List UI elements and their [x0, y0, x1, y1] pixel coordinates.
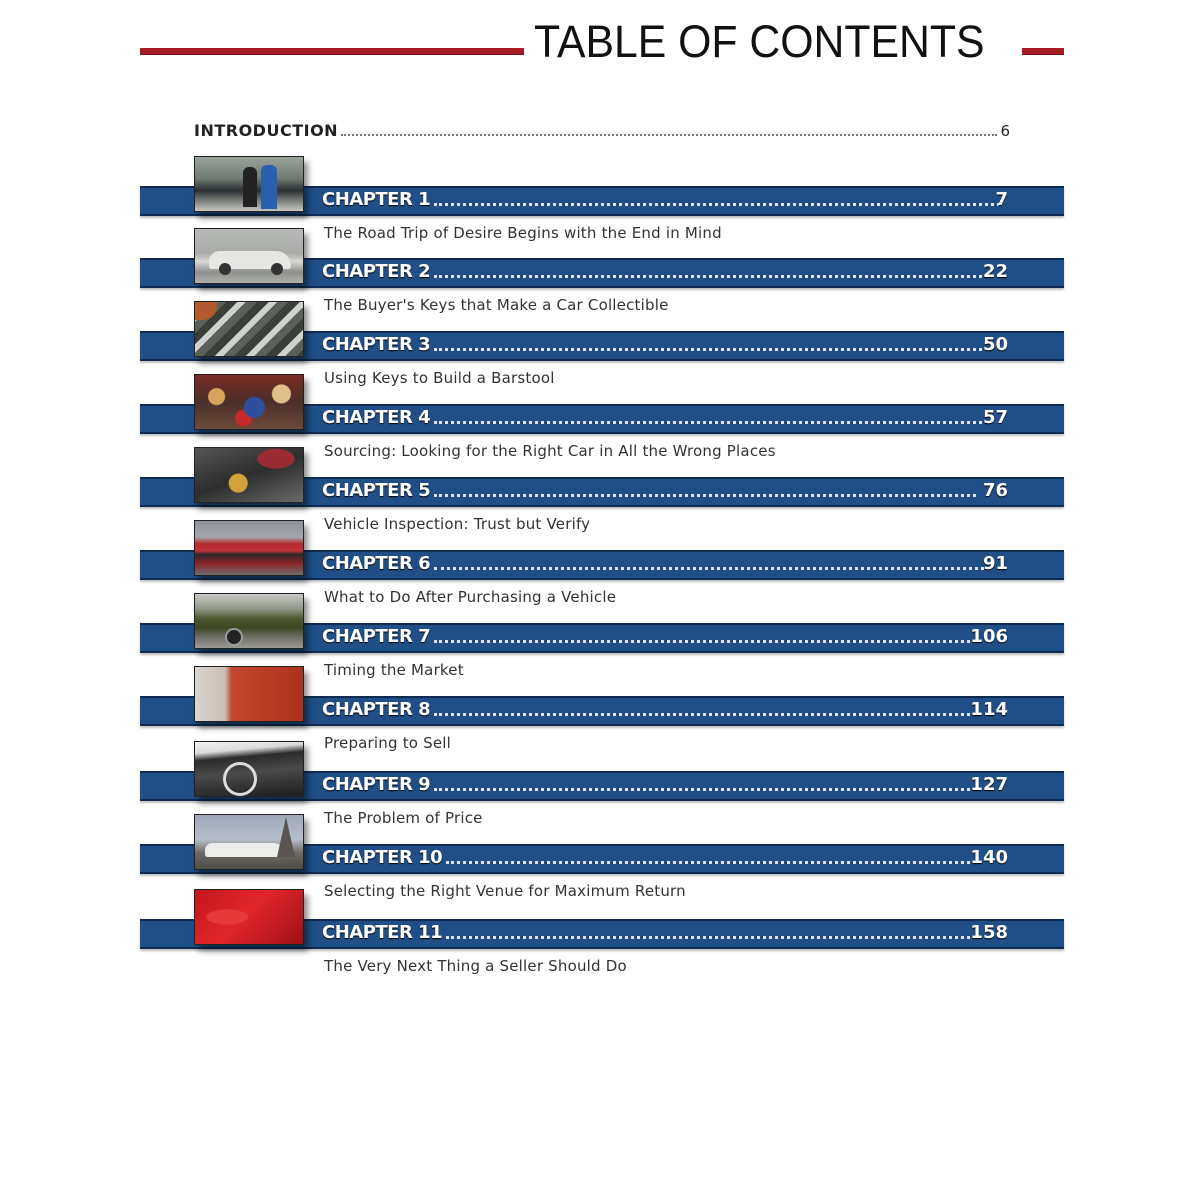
- chapter-subtitle: The Problem of Price: [324, 809, 483, 827]
- dot-leader: [434, 421, 982, 424]
- toc-entry-chapter-2[interactable]: [140, 228, 1064, 314]
- green-muscle-car-photo: [194, 593, 304, 649]
- dot-leader: [434, 788, 970, 791]
- red-car-panel-photo: [194, 666, 304, 722]
- engine-inspection-photo: [194, 447, 304, 503]
- chapter-page-number: 158: [970, 922, 1008, 943]
- toc-entry-chapter-10[interactable]: [140, 814, 1064, 900]
- toc-entry-chapter-5[interactable]: [140, 447, 1064, 533]
- chapter-subtitle: Selecting the Right Venue for Maximum Return: [324, 882, 686, 900]
- chapter-subtitle: Timing the Market: [324, 661, 464, 679]
- dot-leader: [434, 567, 984, 570]
- dot-leader: [434, 348, 982, 351]
- chapter-label: CHAPTER 1: [322, 189, 431, 210]
- toc-entry-chapter-6[interactable]: [140, 520, 1064, 606]
- chapter-label: CHAPTER 7: [322, 626, 431, 647]
- toc-entry-chapter-4[interactable]: [140, 374, 1064, 460]
- chapter-label: CHAPTER 8: [322, 699, 431, 720]
- chapter-subtitle: The Road Trip of Desire Begins with the End in Mind: [324, 224, 722, 242]
- red-car-emblem-photo: [194, 889, 304, 945]
- toc-entry-introduction[interactable]: [194, 118, 1010, 140]
- dot-leader: [434, 203, 1000, 206]
- chapter-label: CHAPTER 2: [322, 261, 431, 282]
- car-show-crowd-photo: [194, 374, 304, 430]
- page-title: TABLE OF CONTENTS: [534, 16, 985, 67]
- toc-entry-chapter-9[interactable]: [140, 741, 1064, 827]
- dot-leader: [341, 133, 997, 136]
- chapter-label: CHAPTER 4: [322, 407, 431, 428]
- chapter-page-number: 7: [995, 189, 1008, 210]
- silver-corvette-photo: [194, 228, 304, 284]
- chapter-label: CHAPTER 11: [322, 922, 443, 943]
- introduction-page-number: 6: [1000, 122, 1010, 140]
- two-men-beside-dark-car-photo: [194, 156, 304, 212]
- header-rule-left: [140, 48, 524, 54]
- engine-bay-photo: [194, 301, 304, 357]
- chapter-subtitle: What to Do After Purchasing a Vehicle: [324, 588, 617, 606]
- white-mustang-eiffel-tower-photo: [194, 814, 304, 870]
- dot-leader: [434, 713, 970, 716]
- chapter-label: CHAPTER 3: [322, 334, 431, 355]
- steering-wheel-dashboard-photo: [194, 741, 304, 797]
- chapter-page-number: 50: [982, 334, 1008, 355]
- toc-entry-chapter-3[interactable]: [140, 301, 1064, 387]
- dot-leader: [446, 936, 970, 939]
- chapter-label: CHAPTER 9: [322, 774, 431, 795]
- chapter-page-number: 106: [970, 626, 1008, 647]
- toc-entry-chapter-8[interactable]: [140, 666, 1064, 752]
- chapter-subtitle: Using Keys to Build a Barstool: [324, 369, 555, 387]
- dot-leader: [446, 861, 970, 864]
- toc-entry-chapter-7[interactable]: [140, 593, 1064, 679]
- chapter-subtitle: The Very Next Thing a Seller Should Do: [324, 957, 627, 975]
- dot-leader: [434, 494, 976, 497]
- chapter-label: CHAPTER 10: [322, 847, 443, 868]
- chapter-page-number: 91: [982, 553, 1008, 574]
- toc-entry-chapter-1[interactable]: [140, 156, 1064, 242]
- chapter-page-number: 57: [982, 407, 1008, 428]
- chapter-subtitle: Sourcing: Looking for the Right Car in All the Wrong Places: [324, 442, 776, 460]
- dot-leader: [434, 640, 970, 643]
- page-header: [140, 14, 1064, 74]
- header-rule-right: [1022, 48, 1064, 54]
- chapter-page-number: 22: [982, 261, 1008, 282]
- toc-entry-chapter-11[interactable]: [140, 889, 1064, 975]
- chapter-label: CHAPTER 6: [322, 553, 431, 574]
- red-muscle-car-front-photo: [194, 520, 304, 576]
- chapter-subtitle: The Buyer's Keys that Make a Car Collectible: [324, 296, 669, 314]
- chapter-page-number: 76: [982, 480, 1008, 501]
- chapter-page-number: 114: [970, 699, 1008, 720]
- chapter-label: CHAPTER 5: [322, 480, 431, 501]
- chapter-subtitle: Preparing to Sell: [324, 734, 452, 752]
- dot-leader: [434, 275, 982, 278]
- introduction-label: INTRODUCTION: [194, 121, 339, 140]
- chapter-subtitle: Vehicle Inspection: Trust but Verify: [324, 515, 591, 533]
- chapter-page-number: 140: [970, 847, 1008, 868]
- chapter-page-number: 127: [970, 774, 1008, 795]
